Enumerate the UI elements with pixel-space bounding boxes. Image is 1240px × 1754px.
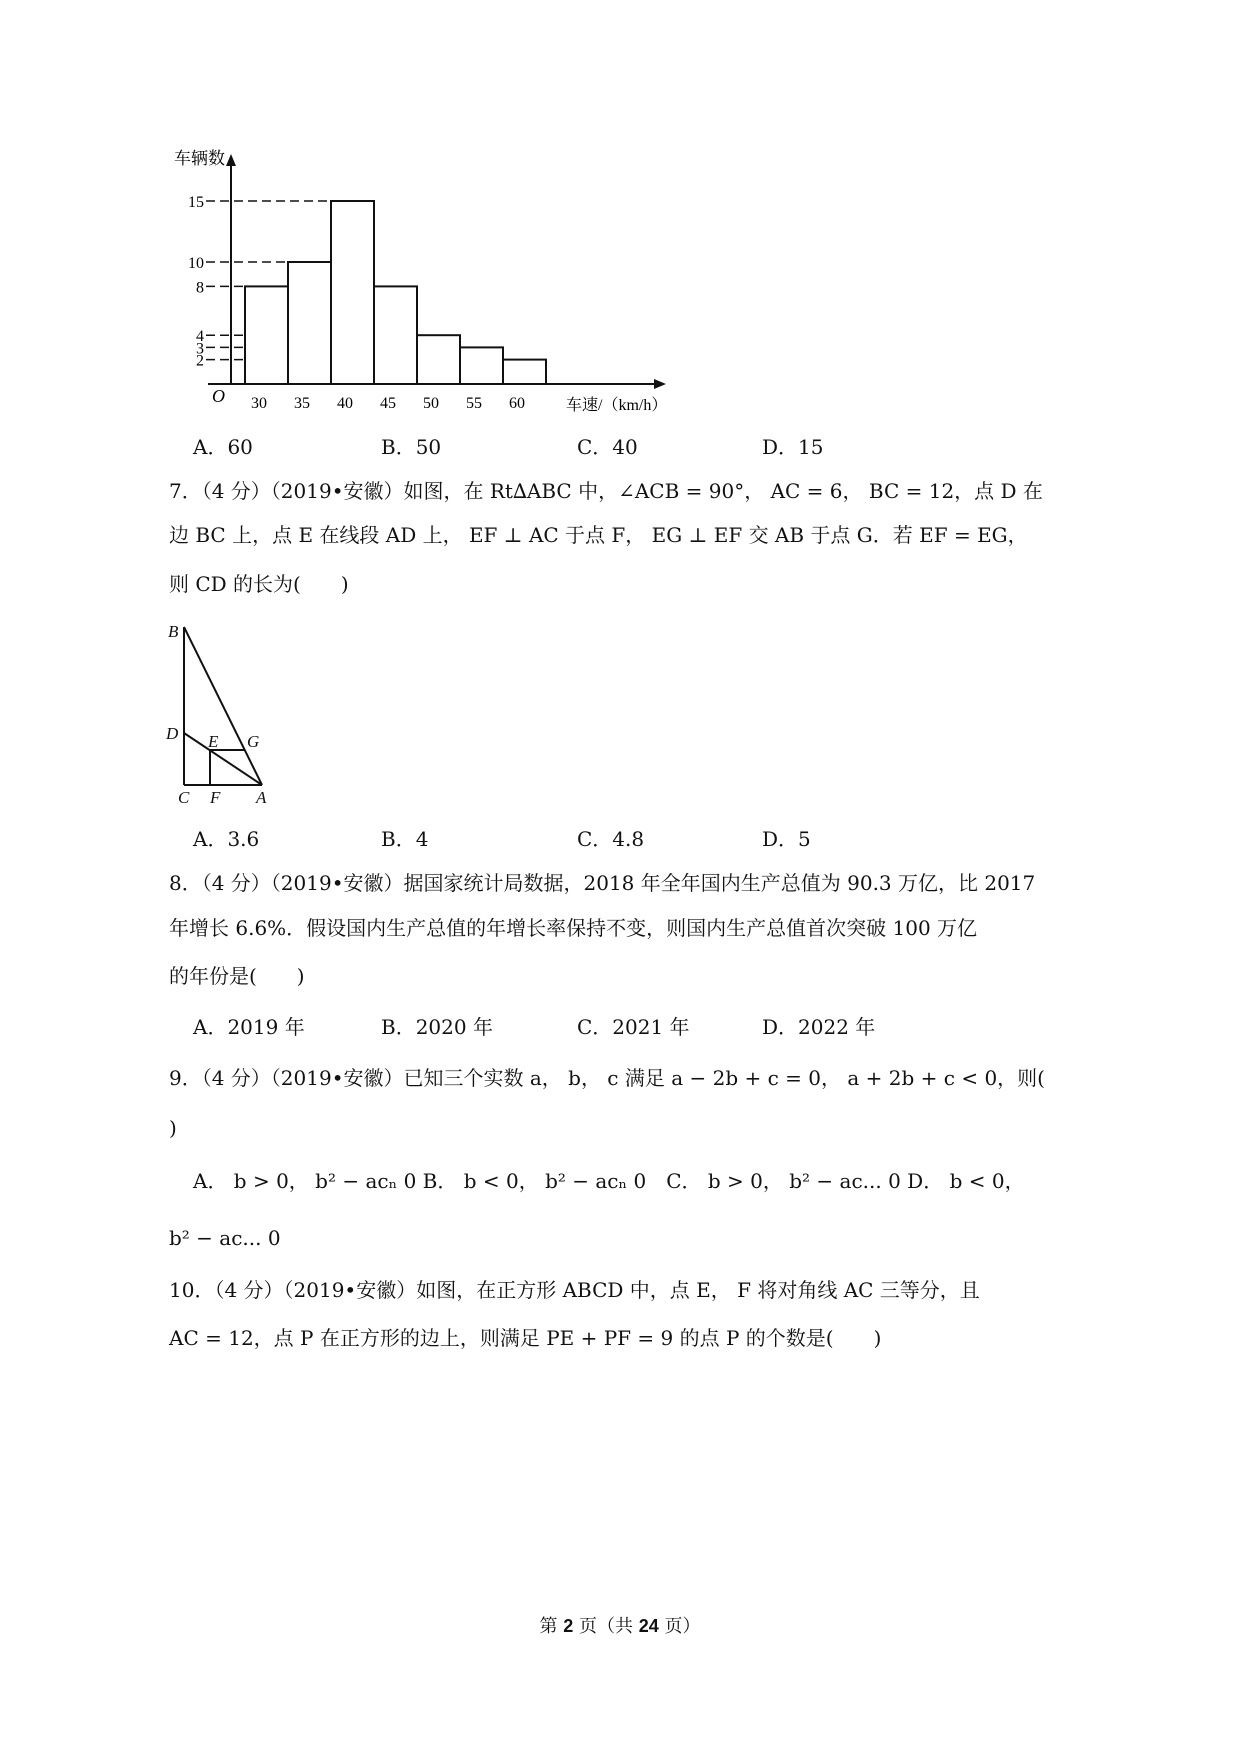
- y-tick-15: 15: [188, 194, 204, 211]
- speed-histogram: [160, 140, 680, 430]
- y-tick-8: 8: [196, 279, 204, 297]
- q7-text-line3: 则 CD 的长为( ): [169, 572, 349, 596]
- q7-text-line1: 7．（4 分）（2019•安徽）如图，在 Rt∆ABC 中，∠ACB = 90°， AC = 6， BC = 12，点 D 在: [169, 479, 1043, 503]
- q7-text-line2: 边 BC 上，点 E 在线段 AD 上， EF ⊥ AC 于点 F， EG ⊥ EF 交 AB 于点 G．若 EF = EG，: [169, 523, 1028, 547]
- label-e: E: [208, 732, 219, 751]
- footer-suffix: 页）: [658, 1616, 701, 1637]
- origin-label: O: [212, 386, 225, 406]
- label-c: C: [178, 788, 190, 807]
- q9-options-line1: A． b > 0， b² − acₙ 0 B． b < 0， b² − acₙ 0 C． b > 0， b² − ac... 0 D． b < 0，: [193, 1169, 1025, 1193]
- q7-option-b: B．4: [381, 827, 429, 851]
- y-tick-2: 2: [196, 352, 204, 370]
- x-tick-30: 30: [251, 395, 267, 412]
- bar-35: [288, 262, 331, 384]
- label-g: G: [247, 732, 260, 751]
- bar-45: [374, 286, 417, 384]
- q7-option-a: A．3.6: [193, 827, 260, 851]
- q8-text-line3: 的年份是( ): [169, 964, 305, 988]
- label-f: F: [210, 788, 221, 807]
- x-tick-60: 60: [509, 395, 525, 412]
- x-tick-35: 35: [294, 395, 310, 412]
- q8-option-a: A．2019 年: [193, 1015, 305, 1039]
- footer-total-pages: 24: [638, 1616, 659, 1636]
- footer-prefix: 第: [539, 1616, 564, 1637]
- segment-ab: [184, 627, 262, 785]
- label-a: A: [256, 788, 267, 807]
- q9-options-line2: b² − ac... 0: [169, 1226, 281, 1250]
- q8-text-line1: 8．（4 分）（2019•安徽）据国家统计局数据，2018 年全年国内生产总值为 90.3 万亿，比 2017: [169, 871, 1036, 895]
- q10-text-line2: AC = 12，点 P 在正方形的边上，则满足 PE + PF = 9 的点 P 的个数是( ): [169, 1326, 882, 1350]
- q10-text-line1: 10．（4 分）（2019•安徽）如图，在正方形 ABCD 中，点 E， F 将对角线 AC 三等分，且: [169, 1278, 980, 1302]
- x-axis-title: 车速/（km/h）: [566, 397, 668, 414]
- q7-option-d: D．5: [762, 827, 811, 851]
- q8-option-b: B．2020 年: [381, 1015, 493, 1039]
- q7-triangle-figure: [160, 615, 280, 810]
- q8-text-line2: 年增长 6.6%．假设国内生产总值的年增长率保持不变，则国内生产总值首次突破 100 万亿: [169, 916, 978, 940]
- x-tick-50: 50: [423, 395, 439, 412]
- x-tick-labels: [251, 395, 525, 412]
- y-tick-labels: [188, 194, 204, 370]
- q6-option-a: A．60: [193, 435, 253, 459]
- footer-page-number: 2: [563, 1616, 574, 1636]
- q9-text-line1: 9．（4 分）（2019•安徽）已知三个实数 a， b， c 满足 a − 2b + c = 0， a + 2b + c < 0，则(: [169, 1066, 1045, 1090]
- bar-60: [503, 360, 546, 384]
- bar-30: [245, 286, 288, 384]
- bar-50: [417, 335, 460, 384]
- x-tick-55: 55: [466, 395, 482, 412]
- y-axis-arrow: [226, 154, 236, 166]
- q6-option-b: B．50: [381, 435, 442, 459]
- q8-option-d: D．2022 年: [762, 1015, 876, 1039]
- histogram-bars: [245, 201, 546, 384]
- x-tick-40: 40: [337, 395, 353, 412]
- q7-option-c: C．4.8: [577, 827, 645, 851]
- x-tick-45: 45: [380, 395, 396, 412]
- y-tick-10: 10: [188, 255, 204, 272]
- x-axis-arrow: [654, 379, 666, 389]
- q9-text-line2: ): [169, 1116, 177, 1140]
- y-tick-4: 4: [196, 328, 204, 346]
- page-footer: [0, 1612, 1240, 1638]
- q6-option-c: C．40: [577, 435, 638, 459]
- bar-40: [331, 201, 374, 384]
- y-tick-3: 3: [196, 340, 204, 358]
- q6-option-d: D．15: [762, 435, 824, 459]
- y-axis-title: 车辆数: [174, 149, 225, 168]
- label-d: D: [166, 724, 179, 743]
- footer-middle: 页（共: [573, 1616, 639, 1637]
- q8-option-c: C．2021 年: [577, 1015, 690, 1039]
- label-b: B: [168, 622, 179, 641]
- bar-55: [460, 347, 503, 384]
